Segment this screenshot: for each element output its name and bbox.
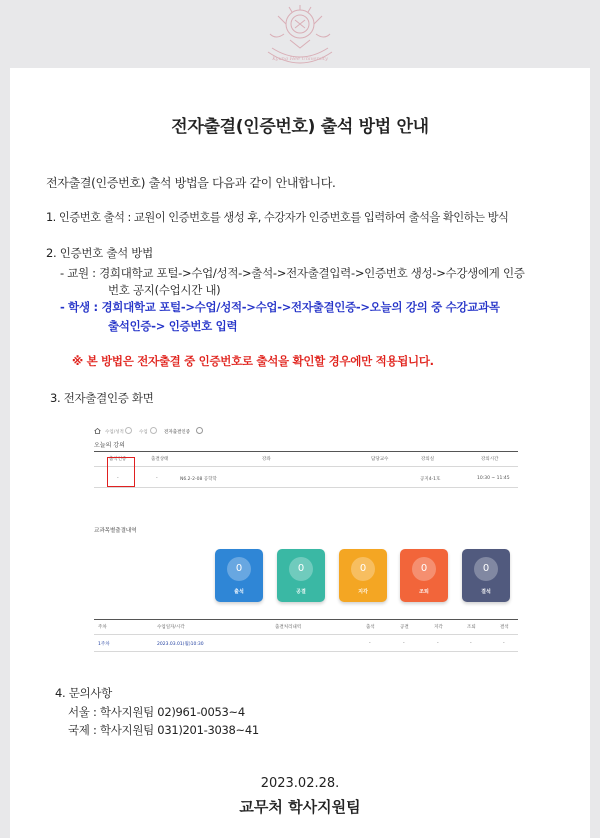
col-header: 공결 [400, 625, 409, 630]
col-header: 지각 [434, 625, 443, 630]
card-value: 0 [289, 557, 313, 581]
col-header: 조퇴 [467, 625, 476, 630]
home-icon [94, 428, 101, 434]
cell: - [503, 641, 505, 646]
issuing-office: 교무처 학사지원팀 [239, 798, 361, 816]
cell[interactable]: 1주차 [98, 642, 110, 647]
divider [94, 634, 518, 635]
card-label: 결석 [481, 589, 491, 595]
divider [94, 651, 518, 652]
late-card [339, 549, 387, 602]
card-label: 공결 [296, 589, 306, 595]
contact-global: 국제 : 학사지원팀 031)201-3038~41 [68, 723, 259, 737]
divider [94, 487, 518, 488]
breadcrumb-item[interactable]: 전자출결인증 [164, 430, 191, 435]
cell[interactable]: - [117, 476, 119, 481]
contact-seoul: 서울 : 학사지원팀 02)961-0053~4 [68, 705, 245, 719]
col-header: 출결처리내역 [275, 625, 302, 630]
card-label: 지각 [358, 589, 368, 595]
breadcrumb-item[interactable]: 수업 [139, 430, 148, 435]
attendance-auth-highlight-box [107, 457, 135, 487]
divider [94, 619, 518, 620]
col-header: 주차 [98, 625, 107, 630]
cell: - [403, 641, 405, 646]
page-title: 전자출결(인증번호) 출석 방법 안내 [171, 117, 429, 137]
item-4-heading: 4. 문의사항 [55, 686, 112, 700]
col-header: 출결상태 [151, 457, 169, 462]
summary-title: 교과목별출결내역 [94, 528, 137, 534]
absent-card [462, 549, 510, 602]
notice-document [10, 68, 590, 838]
excused-card [277, 549, 325, 602]
card-label: 출석 [234, 589, 244, 595]
cell: 공지4-1호 [420, 477, 441, 482]
today-title: 오늘의 강의 [94, 442, 125, 449]
item-2-student-line-2: 출석인증-> 인증번호 입력 [108, 319, 238, 333]
breadcrumb-chevron-icon [150, 427, 157, 434]
col-header: 수업일자/시각 [157, 625, 185, 630]
breadcrumb-item[interactable]: 수업/성적 [105, 430, 124, 435]
card-value: 0 [351, 557, 375, 581]
item-1-text: 1. 인증번호 출석 : 교원이 인증번호를 생성 후, 수강자가 인증번호를 입력하여 출석을 확인하는 방식 [46, 211, 509, 224]
col-header: 결석 [500, 625, 509, 630]
divider [94, 451, 518, 452]
item-2-faculty-line-2: 번호 공지(수업시간 내) [108, 283, 221, 297]
e-attendance-screenshot [84, 423, 528, 661]
warning-text: ※ 본 방법은 전자출결 중 인증번호로 출석을 확인할 경우에만 적용됩니다. [72, 354, 434, 368]
item-2-student-line-1: - 학생 : 경희대학교 포털->수업/성적->수업->전자출결인증->오늘의 강의 중 수강교과목 [60, 300, 500, 314]
col-header: 출석인증 [109, 457, 127, 462]
card-value: 0 [412, 557, 436, 581]
cell: 2023.03.01(월)10:30 [157, 642, 204, 647]
item-3-heading: 3. 전자출결인증 화면 [50, 391, 154, 405]
col-header: 담당교수 [371, 457, 389, 462]
cell: 10:30 ~ 11:45 [477, 476, 510, 481]
col-header: 강의시간 [481, 457, 499, 462]
card-value: 0 [227, 557, 251, 581]
cell: N6.2-2-08 공학학 [180, 477, 217, 482]
cell: - [369, 641, 371, 646]
cell: - [156, 476, 158, 481]
card-label: 조퇴 [419, 589, 429, 595]
early-leave-card [400, 549, 448, 602]
header-band [0, 0, 600, 68]
intro-text: 전자출결(인증번호) 출석 방법을 다음과 같이 안내합니다. [46, 176, 336, 190]
breadcrumb-chevron-icon [125, 427, 132, 434]
card-value: 0 [474, 557, 498, 581]
attendance-card [215, 549, 263, 602]
notice-date: 2023.02.28. [260, 776, 340, 791]
col-header: 강의실 [421, 457, 435, 462]
cell: - [437, 641, 439, 646]
cell: - [470, 641, 472, 646]
breadcrumb-chevron-icon [196, 427, 203, 434]
col-header: 출석 [366, 625, 375, 630]
col-header: 강좌 [262, 457, 271, 462]
kyung-hee-university-seal-icon [262, 4, 338, 68]
item-2-heading: 2. 인증번호 출석 방법 [46, 246, 153, 260]
item-2-faculty-line-1: - 교원 : 경희대학교 포털->수업/성적->출석->전자출결입력->인증번호 생성->수강생에게 인증 [60, 266, 525, 280]
divider [94, 466, 518, 467]
seal-text: Kyung Hee University [272, 56, 328, 62]
